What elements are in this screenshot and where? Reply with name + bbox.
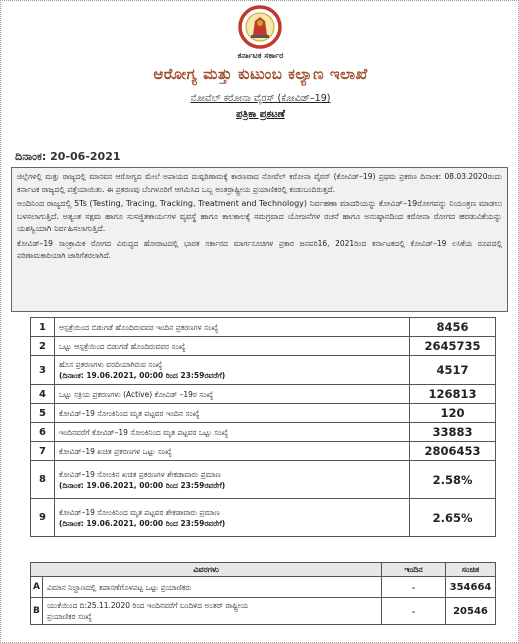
row-label: ಕೋವಿಡ್–19 ಸೋಂಕಿನಿಂದ ಮೃತ ಪಟ್ಟವರ ಇಂದಿನ ಸಂಖ್ಯೆ [54, 404, 409, 423]
intro-paragraph-2: ಅಂದಿನಿಂದ ರಾಜ್ಯದಲ್ಲಿ 5Ts (Testing, Tracing, Tracking, Treatment and Technology) ನಿರ್ವಹಣಾ ಮಾದರಿಯನ್ನು ಕೋವಿಡ್–19ರೋಗವನ್ನು ನಿಯಂತ್ರಣ ಮಾಡಲು ಬಳಸಲಾಗುತ್ತಿದೆ. ಅತ್ಯಂತ ಸಕ್ಷಮ ಹಾಗೂ ಸುಸಜ್ಜಿತಕಾರ್ಯಗಳ ವ್ಯವಸ್ಥೆ ಹಾಗೂ ಕಾಲಕಾಲಕ್ಕೆ ಸಮಗ್ರವಾದ ಯೋಜನೆಗಳ ರಚನೆ ಹಾಗೂ ಅನುಷ್ಠಾನದಿಂದ ಕರೋನಾ ರೋಗದ ಹರಡುವಿಕೆಯನ್ನು ಯಶಸ್ವಿಯಾಗಿ ನಿರ್ವಹಿಸಲಾಗುತ್ತಿದೆ. [17, 199, 502, 233]
table-row [31, 337, 496, 356]
row-number: 7 [31, 442, 55, 461]
table-row [31, 318, 496, 337]
table-row [31, 404, 496, 423]
table-row [31, 499, 496, 537]
intro-paragraph-1: ಜಿಲ್ಲೆಗಳಲ್ಲಿ ಮತ್ತು ರಾಜ್ಯದಲ್ಲಿ ಮಾನವನ ಆರೋಗ್ಯದ ಮೇಲೆ ಅಪಾಯದ ದುಷ್ಪರಿಣಾಮಕ್ಕೆ ಕಾರಣವಾದ ನೋವೆಲ್ ಕರೋನಾ ವೈರಸ್ (ಕೋವಿಡ್–19) ಪ್ರಥಮ ಪ್ರಕರಣ ದಿನಾಂಕ: 08.03.2020ರಂದು ಕರ್ನಾಟಕ ರಾಜ್ಯದಲ್ಲಿ ಪತ್ತೆಯಾಯಿತು. ಈ ಪ್ರಕರಣವು ಬೆಂಗಳೂರಿಗೆ ಆಗಮಿಸಿದ ಒಬ್ಬ ಅಂತರ್ರಾಷ್ಟ್ರೀಯ ಪ್ರಯಾಣಿಕರಲ್ಲಿ ಕಂಡುಬಂದಿರುತ್ತದೆ. [17, 172, 502, 194]
row-sublabel: (ದಿನಾಂಕ: 19.06.2021, 00:00 ರಿಂದ 23:59ರವರೆಗೆ) [58, 371, 226, 380]
row-sublabel: (ದಿನಾಂಕ: 19.06.2021, 00:00 ರಿಂದ 23:59ರವರೆಗೆ) [58, 480, 226, 490]
row-label: ಆಸ್ಪತ್ರೆಯಿಂದ ಬಿಡುಗಡೆ ಹೊಂದಿರುವವರ ಇಂದಿನ ಪ್ರಕರಣಗಳ ಸಂಖ್ಯೆ [54, 318, 409, 337]
row-cumulative: 20546 [446, 598, 496, 625]
release-date: ದಿನಾಂಕ: 20-06-2021 [15, 150, 121, 163]
row-value: 120 [410, 404, 496, 423]
row-label: ಕೋವಿಡ್–19 ಸೋಂಕಿನಿಂದ ಮೃತ ಪಟ್ಟವರ ಶೇಕಡಾವಾರು ಪ್ರಮಾಣ [58, 507, 220, 517]
row-value: 2645735 [410, 337, 496, 356]
row-label-group [54, 499, 409, 537]
row-number: 9 [31, 499, 55, 537]
row-number: 3 [31, 356, 55, 385]
row-value: 8456 [410, 318, 496, 337]
row-sublabel: ಪ್ರಯಾಣಿಕರ ಸಂಖ್ಯೆ [46, 612, 92, 621]
table-row [31, 442, 496, 461]
subtitle-covid: ನೋವೆಲ್ ಕರೋನಾ ವೈರಸ್ (ಕೋವಿಡ್–19) [190, 93, 331, 104]
row-value: 2.65% [410, 499, 496, 537]
intro-paragraph-3: ಕೋವಿಡ್–19 ಸಾಂಕ್ರಾಮಿಕ ರೋಗದ ವಿರುದ್ಧದ ಹೋರಾಟದಲ್ಲಿ ಭಾರತ ಸರ್ಕಾರದ ಮಾರ್ಗಸೂಚಿಗಳ ಪ್ರಕಾರ ಜನವರಿ16, 2021ರಿಂದ ಕರ್ನಾಟಕದಲ್ಲಿ ಕೋವಿಡ್–19 ಲಸಿಕೆಯ ರೂಪದಲ್ಲಿ ಪರಿಣಾಮಕಾರಿಯಾಗಿ ಜಾರಿಗೆತರಲಾಗಿದೆ. [17, 238, 502, 260]
row-label: ಒಟ್ಟು ಆಸ್ಪತ್ರೆಯಿಂದ ಬಿಡುಗಡೆ ಹೊಂದಿರುವವರ ಸಂಖ್ಯೆ [54, 337, 409, 356]
row-label-group [54, 356, 409, 385]
table-row [31, 577, 496, 598]
stats-table [30, 317, 496, 537]
row-cumulative: 354664 [446, 577, 496, 598]
row-number: 2 [31, 337, 55, 356]
row-label: ಕೋವಿಡ್–19 ಖಚಿತ ಪ್ರಕರಣಗಳ ಒಟ್ಟು ಸಂಖ್ಯೆ [54, 442, 409, 461]
row-today: - [382, 598, 446, 625]
row-label: ಇಂದಿನವರೆಗೆ ಕೋವಿಡ್–19 ಸೋಂಕಿನಿಂದ ಮೃತ ಪಟ್ಟವರ ಒಟ್ಟು ಸಂಖ್ಯೆ [54, 423, 409, 442]
table-row [31, 598, 496, 625]
row-letter: A [31, 577, 43, 598]
row-value: 33883 [410, 423, 496, 442]
row-value: 2.58% [410, 461, 496, 499]
row-label-group [54, 461, 409, 499]
row-label: ಹೊಸ ಪ್ರಕರಣಗಳು ವರದಿಯಾಗಿರುವ ಸಂಖ್ಯೆ [58, 360, 163, 369]
row-label: ವಿಮಾನ ನಿಲ್ದಾಣದಲ್ಲಿ ತಪಾಸಣೆಗೊಳಪಟ್ಟ ಒಟ್ಟು ಪ್ರಯಾಣಿಕರು [42, 577, 381, 598]
karnataka-emblem-icon [233, 5, 287, 49]
government-label: ಕರ್ನಾಟಕ ಸರ್ಕಾರ [237, 51, 284, 60]
row-number: 6 [31, 423, 55, 442]
table-row [31, 423, 496, 442]
row-sublabel: (ದಿನಾಂಕ: 19.06.2021, 00:00 ರಿಂದ 23:59ರವರೆಗೆ) [58, 518, 226, 528]
row-value: 2806453 [410, 442, 496, 461]
row-number: 1 [31, 318, 55, 337]
row-label-group [42, 598, 381, 625]
travellers-table [30, 562, 496, 625]
header-cumulative: ಸಂಚಿತ [446, 563, 496, 577]
department-title: ಆರೋಗ್ಯ ಮತ್ತು ಕುಟುಂಬ ಕಲ್ಯಾಣ ಇಲಾಖೆ [153, 65, 368, 83]
row-label: ಯುಕೆಯಿಂದ ದಿ:25.11.2020 ರಿಂದ ಇಂದಿನವರೆಗೆ ಬಂದಿಳಿದ ಅಂತರ್ ರಾಷ್ಟ್ರೀಯ [46, 601, 249, 610]
table-row [31, 461, 496, 499]
row-number: 4 [31, 385, 55, 404]
row-letter: B [31, 598, 43, 625]
row-today: - [382, 577, 446, 598]
row-number: 5 [31, 404, 55, 423]
row-value: 4517 [410, 356, 496, 385]
table-row [31, 385, 496, 404]
header-today: ಇಂದಿನ [382, 563, 446, 577]
header-details: ವಿವರಗಳು [31, 563, 382, 577]
intro-paragraph-box [11, 167, 508, 312]
row-value: 126813 [410, 385, 496, 404]
row-label: ಒಟ್ಟು ಸಕ್ರಿಯ ಪ್ರಕರಣಗಳು (Active) ಕೋವಿಡ್ –19ರ ಸಂಖ್ಯೆ [54, 385, 409, 404]
press-note-title: ಪತ್ರಿಕಾ ಪ್ರಕಟಣೆ [236, 109, 285, 120]
table-header-row [31, 563, 496, 577]
row-label: ಕೋವಿಡ್–19 ಸೋಂಕಿನ ಖಚಿತ ಪ್ರಕರಣಗಳ ಶೇಕಡಾವಾರು ಪ್ರಮಾಣ [58, 469, 221, 479]
row-number: 8 [31, 461, 55, 499]
table-row [31, 356, 496, 385]
